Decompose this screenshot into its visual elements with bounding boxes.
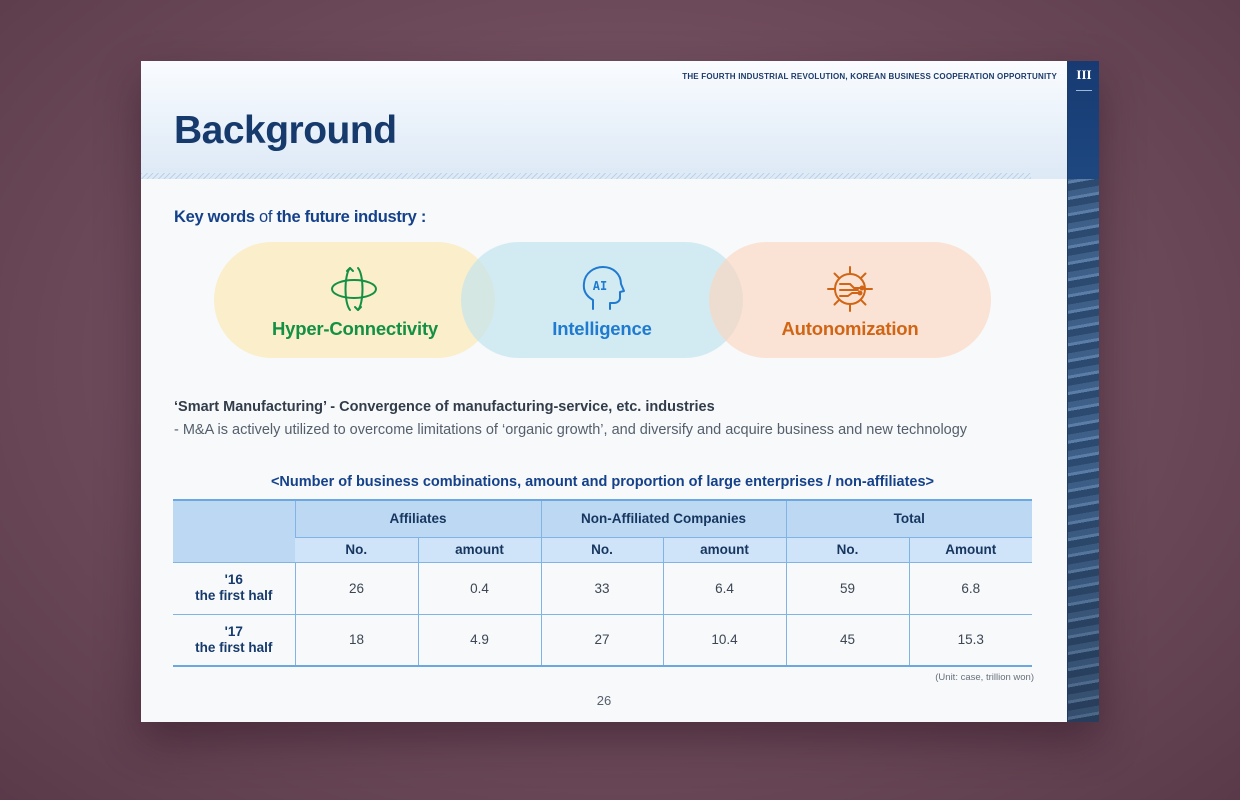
svg-text:AI: AI [592, 279, 608, 293]
keywords-heading [174, 208, 426, 227]
keyword-label-intelligence: Intelligence [552, 318, 652, 339]
row-header-year: '16 [224, 572, 243, 587]
table-cell: 27 [541, 614, 663, 666]
section-tab-label: III [1076, 67, 1092, 82]
table-cell: 6.8 [909, 562, 1032, 614]
keywords-heading-part2: of [254, 208, 277, 226]
keywords-heading-part1: Key words [174, 208, 255, 226]
row-header-period: the first half [195, 639, 273, 655]
table-header-row [173, 500, 1032, 537]
gear-circuit-icon [824, 263, 876, 315]
ai-head-icon [576, 263, 628, 315]
table-subheader-row [173, 537, 1032, 562]
column-subheader: No. [541, 537, 663, 562]
table-cell: 0.4 [418, 562, 541, 614]
keywords-heading-part3: the future industry : [276, 208, 427, 226]
column-subheader: amount [418, 537, 541, 562]
ma-statistics-table [173, 499, 1032, 667]
keyword-label-hyper-connectivity: Hyper-Connectivity [271, 318, 439, 339]
table-row [173, 562, 1032, 614]
rotate-sync-icon [328, 263, 380, 315]
section-subtext: - M&A is actively utilized to overcome limitations of ‘organic growth’, and diversify and acquire business and new technology [174, 422, 968, 438]
table-cell: 6.4 [663, 562, 786, 614]
table-cell: 59 [786, 562, 909, 614]
slide-page [141, 61, 1099, 722]
table-cell: 33 [541, 562, 663, 614]
table-cell: 10.4 [663, 614, 786, 666]
table-row [173, 614, 1032, 666]
document-caption: THE FOURTH INDUSTRIAL REVOLUTION, KOREAN BUSINESS COOPERATION OPPORTUNITY [682, 72, 1057, 81]
row-header-year: '17 [224, 623, 243, 639]
table-cell: 15.3 [909, 614, 1032, 666]
row-header-period: the first half [195, 588, 273, 603]
column-group-header: Non-Affiliated Companies [541, 500, 786, 537]
row-header [173, 562, 295, 614]
unit-note: (Unit: case, trillion won) [935, 672, 1034, 683]
page-title: Background [174, 109, 397, 152]
column-subheader: amount [663, 537, 786, 562]
column-subheader: No. [786, 537, 909, 562]
column-group-header: Affiliates [295, 500, 541, 537]
table-title: <Number of business combinations, amount and proportion of large enterprises / non-affiliates> [270, 474, 935, 490]
table-cell: 26 [295, 562, 418, 614]
column-subheader: Amount [909, 537, 1032, 562]
page-number: 26 [596, 693, 612, 708]
table-cell: 45 [786, 614, 909, 666]
table-cell: 4.9 [418, 614, 541, 666]
column-subheader: No. [295, 537, 418, 562]
keyword-label-autonomization: Autonomization [781, 318, 919, 339]
header-divider [141, 173, 1031, 179]
column-group-header: Total [786, 500, 1032, 537]
section-heading: ‘Smart Manufacturing’ - Convergence of manufacturing-service, etc. industries [174, 399, 715, 415]
table-cell: 18 [295, 614, 418, 666]
row-header [173, 614, 295, 666]
table-corner-cell [173, 500, 295, 562]
side-image-strip [1067, 61, 1099, 722]
section-tab-divider [1076, 90, 1092, 91]
